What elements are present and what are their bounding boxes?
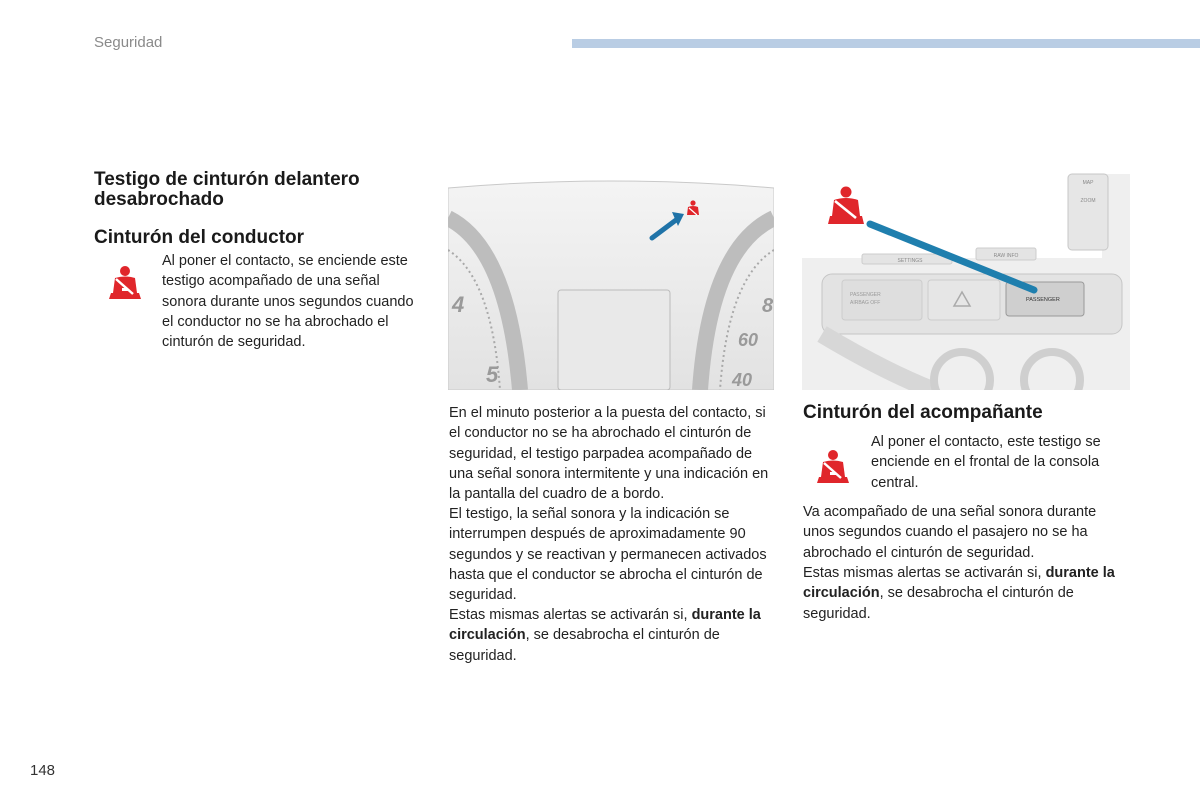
gauge-number-left: 4: [452, 292, 465, 317]
console-button-label: RAW INFO: [993, 253, 1019, 259]
passenger-intro-text: Al poner el contacto, este testigo se enciende en el frontal de la consola central.: [871, 434, 1101, 491]
center-console-figure: [802, 170, 1130, 390]
passenger-label: PASSENGER: [1026, 297, 1060, 303]
text-span: Estas mismas alertas se activarán si,: [449, 607, 692, 623]
text-span: , se desabrocha el cinturón de seguridad.: [449, 627, 720, 664]
passenger-belt-heading: Cinturón del acompañante: [803, 402, 1043, 423]
passenger-paragraph-1: Va acompañado de una señal sonora durante unos segundos cuando el pasajero no se ha abrochado el cinturón de seguridad.: [803, 504, 1097, 561]
page-number: 148: [30, 762, 56, 779]
driver-belt-heading: Cinturón del conductor: [94, 227, 305, 248]
text-span: Estas mismas alertas se activarán si,: [803, 565, 1046, 581]
driver-paragraph-1: En el minuto posterior a la puesta del contacto, si el conductor no se ha abrochado el cinturón de seguridad, el testigo parpadea acompañado de una señal sonora intermitente y una indicación en la pantalla del cuadro de a bordo.: [449, 405, 769, 503]
gauge-number-right: 40: [732, 370, 753, 390]
console-button-label: SETTINGS: [897, 258, 923, 264]
console-button-label: ZOOM: [1080, 198, 1096, 204]
driver-paragraph-3: [449, 605, 779, 666]
gauge-number-right: 60: [738, 330, 759, 350]
airbag-label: PASSENGER: [850, 292, 881, 298]
header-bar: [572, 39, 1200, 48]
driver-paragraph-2: El testigo, la señal sonora y la indicación se interrumpen después de aproximadamente 90 segundos y se reactivan y permanecen activados hasta que el conductor se abrocha el cinturón de seguridad.: [449, 506, 767, 604]
emphasis-text: durante la circulación: [449, 607, 761, 644]
section-label: Seguridad: [94, 34, 163, 51]
airbag-label: AIRBAG OFF: [850, 300, 881, 306]
seatbelt-warning-icon: [107, 265, 143, 303]
section-title: Testigo de cinturón delantero desabrochado: [94, 169, 360, 210]
driver-belt-text: Al poner el contacto, se enciende este testigo acompañado de una señal sonora durante unos segundos cuando el conductor no se ha abrochado el cinturón de seguridad.: [162, 253, 414, 351]
text-span: , se desabrocha el cinturón de seguridad.: [803, 585, 1074, 622]
emphasis-text: durante la circulación: [803, 565, 1115, 602]
instrument-cluster-figure: [448, 178, 774, 390]
gauge-number-left: 5: [486, 362, 499, 387]
passenger-paragraph-2: [803, 563, 1123, 624]
seatbelt-warning-icon: [815, 449, 851, 487]
gauge-number-right: 8: [762, 295, 774, 317]
console-button-label: MAP: [1082, 180, 1094, 186]
